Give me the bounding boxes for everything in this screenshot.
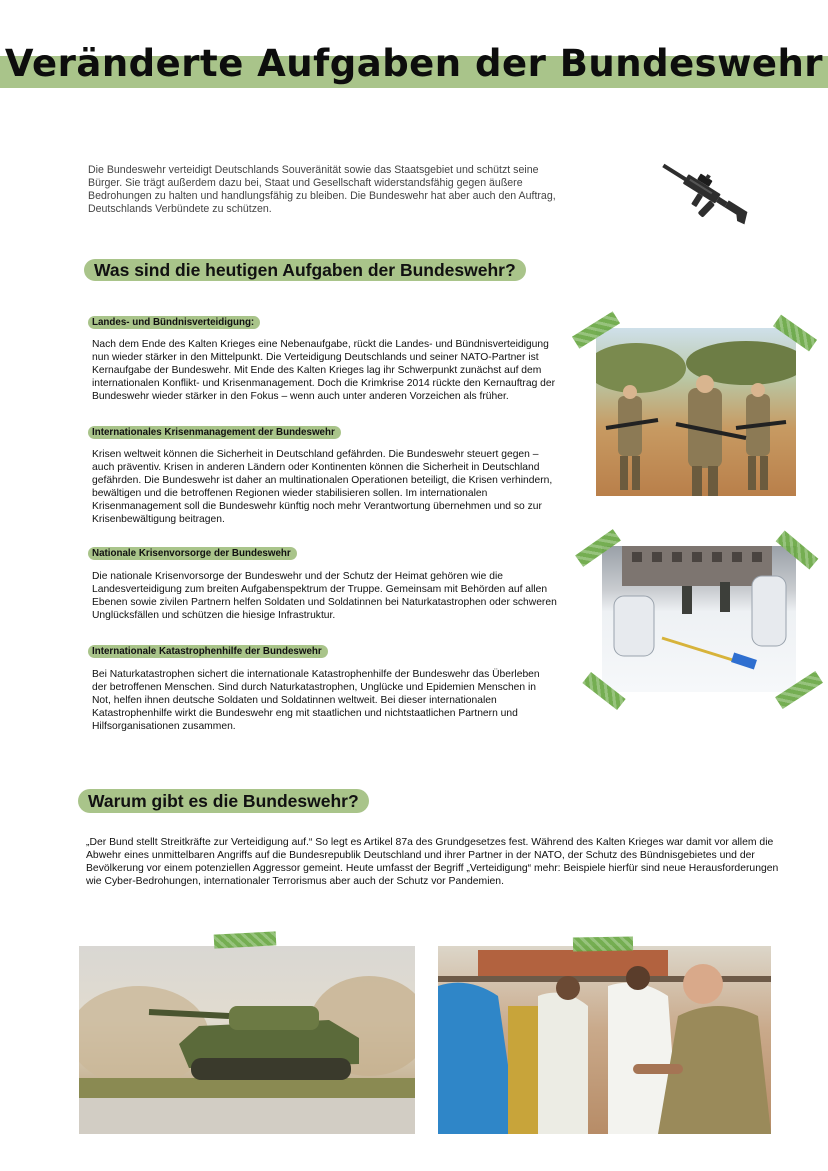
subheading-krisenvorsorge: Nationale Krisenvorsorge der Bundeswehr — [88, 547, 297, 560]
subheading-landesverteidigung: Landes- und Bündnisverteidigung: — [88, 316, 260, 329]
section-heading-aufgaben: Was sind die heutigen Aufgaben der Bundeswehr? — [84, 259, 526, 281]
text-katastrophenhilfe: Bei Naturkatastrophen sichert die internationale Katastrophenhilfe der Bundeswehr das Überleben der betroffenen Menschen. Sind durch Naturkatastrophen, Unglücke und Epidemien Menschen in Not, helfen ihnen deutsche Soldaten und Soldatinnen weltweit. Bei dieser internationalen Katastrophenhilfe wirkt die Bundeswehr eng mit staatlichen und nichtstaatlichen Partnern und Hilfsorganisationen zusammen. — [92, 669, 540, 732]
photo-tank — [79, 946, 415, 1134]
tape-decoration — [573, 936, 633, 951]
text-krisenvorsorge: Die nationale Krisenvorsorge der Bundeswehr und der Schutz der Heimat gehören wie die Landesverteidigung zum breiten Aufgabenspektrum der Truppe. Gemeinsam mit Behörden auf allen Ebenen sowie zivilen Partnern helfen Soldaten und Soldatinnen bei Naturkatastrophen oder schweren Unglücksfällen und schützen die hiesige Infrastruktur. — [92, 571, 557, 621]
text-landesverteidigung: Nach dem Ende des Kalten Krieges eine Nebenaufgabe, rückt die Landes- und Bündnisverteidigung nun wieder stärker in den Mittelpunkt. Die Verteidigung Deutschlands und seiner NATO-Partner ist Kernaufgabe der Bundeswehr. Mit Ende des Kalten Krieges lag ihr Schwerpunkt zunächst auf dem internationalen Konflikt- und Krisenmanagement. Doch die Krimkrise 2014 rückte den Kernauftrag der Bundeswehr wieder stärker in den Fokus – wenn auch unter anderen Vorzeichen als früher. — [92, 339, 556, 402]
rifle-icon — [650, 150, 760, 240]
subheading-krisenmanagement: Internationales Krisenmanagement der Bundeswehr — [88, 426, 341, 439]
text-warum: „Der Bund stellt Streitkräfte zur Verteidigung auf.“ So legt es Artikel 87a des Grundgesetzes fest. Während des Kalten Krieges war damit vor allem die Abwehr eines unmittelbaren Angriffs auf die Bundesrepublik Deutschland und ihrer Partner in der NATO, der Schutz des Bündnisgebietes und der Bevölkerung vor einem potenziellen Aggressor gemeint. Heute umfasst der Begriff „Verteidigung“ mehr: Beispiele hierfür sind neue Herausforderungen wie Cyber-Bedrohungen, internationaler Terrorismus aber auch der Schutz vor Pandemien. — [86, 837, 779, 887]
page-title: Veränderte Aufgaben der Bundeswehr — [4, 42, 824, 85]
section-heading-warum: Warum gibt es die Bundeswehr? — [78, 789, 369, 813]
photo-soldiers-snow — [602, 546, 796, 692]
photo-soldiers-desert — [596, 328, 796, 496]
subheading-katastrophenhilfe: Internationale Katastrophenhilfe der Bundeswehr — [88, 645, 328, 658]
intro-paragraph: Die Bundeswehr verteidigt Deutschlands Souveränität sowie das Staatsgebiet und schützt seine Bürger. Sie trägt außerdem dazu bei, Staat und Gesellschaft widerstandsfähig gegen äußere Bedrohungen zu halten und handlungsfähig zu bleiben. Die Bundeswehr hat aber auch den Auftrag, Deutschlands Verbündete zu schützen. — [88, 164, 556, 215]
photo-meeting — [438, 946, 771, 1134]
text-krisenmanagement: Krisen weltweit können die Sicherheit in Deutschland gefährden. Die Bundeswehr steuert gegen – auch präventiv. Krisen in anderen Ländern oder Kontinenten können die Sicherheit in Deutschland gefährden. Die Bundeswehr ist daher an multinationalen Operationen beteiligt, die Krisen verhindern, bewältigen und die betroffenen Regionen wieder stabilisieren sollen. Im internationalen Krisenmanagement soll die Bundeswehr künftig noch mehr Verantwortung übernehmen und so zur Krisenbewältigung beitragen. — [92, 449, 553, 525]
